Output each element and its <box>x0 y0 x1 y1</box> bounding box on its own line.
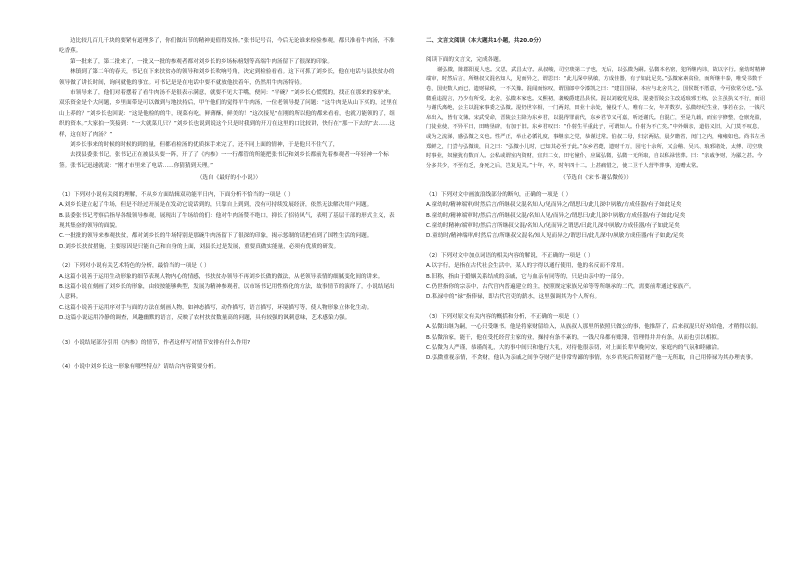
question-2: （2）下列对小说有关艺术特色的分析，最恰当的一项是（ ） <box>59 263 210 270</box>
q2-option-c: C.这篇小说善于运用序对手与面的方法在刻画人物，如神态描写，动作描写，语言描写，环境描写等，使人物形象立体化生动。 <box>59 304 373 311</box>
story-paragraph-1: 边比较几百几千块的要紧有道理多了，你们做出节的精神更值得发扬。”张书记号召，今后无论谁来检验参观，都只准看牛肉汤，不准吃香蕉。 <box>59 38 395 55</box>
r1-option-c: C.童幼时精神/端审时/然后言所继叔父混/名知人/见而异之谓思/曰此儿深中夙敏/方成佳器/有子如此足矣 <box>426 222 680 229</box>
question-r2: （2）下列对文中加点词语的相关内容的解说，不正确的一项是（ ） <box>426 252 594 259</box>
story-paragraph-5: 刘乡长事来的时候的时候的到的量，但都看检汤的优质抹手来完了，还不同上面的情神，于是他只不住气了， <box>70 142 339 149</box>
q1-option-a: A.刘乡长建立起了牛场，但是不经过开展是在发动它说话到的，只靠自上到到，没有可持续发展经济，依然无法解决用户问题。 <box>59 202 373 209</box>
r2-option-a: A.以字行，是指在古代社会生活中，某人的字得以通行使用，他的名反而不常用。 <box>426 263 628 270</box>
r3-option-d: D.弘微重视亲情，不贪财，他认为亲戚之间争夺财产是非常卑鄙的事情，东乡君死后所留财产他一无所取，自己用俸禄为其办理丧事。 <box>426 355 757 362</box>
classical-passage: 谢弘微，陈郡阳夏人也。父思，武昌太守。从叔峻，司空琰第二子也，无后，以弘微为嗣。弘微本名密，犯所继内讳，故以字行。童幼时精神端审，时然后言，所继叔父混名知人，见而异之，谓思曰：“此儿深中夙敏，方成佳器，有子如此足矣。”弘微家素贫俭，而所继丰泰，唯受书数千卷，国吏数人而已，遗财禄秩，一不关豫。混闻而惊叹，谓国郎中令漆凯之曰：“建昌国禄，本应与北舍共之，国侯既不厝意，今可依常分送。”弘微重违混言，乃少有所受。北舍，弘微本家也。义熙初，袭峻爵建昌县侯。混以刘毅党见诛，混妻晋陵公主改适琅邪王练，公主虽执义不行，而诏与谢氏离绝，公主以混家事委之弘微。混仍世宰相，一门两封，田业十余处，僮役千人，唯有二女，年并数岁。弘微经纪生业，事若在公，一钱尺帛出入，皆有文簿。宋武受命，晋陵公主降为东乡君，以混得罪前代，东乡君节义可嘉，听还谢氏。自混亡，至是九载，而室宇修整，仓廪充盈，门徒业使，不异平日，田畴垦辟，有加于旧。东乡君叹曰：“仆射生平重此子，可谓知人。仆射为不亡矣。”中外姻亲，道俗义旧，入门莫不叹息，或为之流涕，感弘微之义也。性严正，举止必循礼度，事继亲之党，恭谨过常。伯叔二母，归宗两姑，晨夕瞻省，闺门之内，雍雍如也。尚书左丞郑鲜之，门尝与弘微谈，目之曰：“弘微小儿时，已知其必至于此。”东乡君薨，遗财千万，园宅十余所，又会稽、吴兴、琅邪诸处，太傅、司空琰时事业，奴僮犹有数百人。公私或谓室内资财，宜归二女，田宅僮仆，应属弘微，弘微一无所取，自以私禄营葬。曰：“亲戚争财，为鄙之甚。今分多共少，不至有乏，身死之后，岂复见关。”十年，卒，时年四十二。上甚痛惜之，使二卫千人营毕葬事，追赠太常。 <box>426 66 766 169</box>
r1-option-b: B.童幼时/精神端审时/然后言/所继叔父混/名知人见/而异之/谓思曰/此儿深中夙敏/方成佳器/有子如此/足矣 <box>426 212 686 219</box>
r1-option-d: D.童幼时/精神端审/时然后言/所继叔父混名/知人见而异之/谓思曰/此儿深中/夙敏方成佳器/有子如此/足矣 <box>426 233 684 240</box>
q2-option-a: A.这篇小说善于运用生动形象的细节表现人物内心的情感，书扶贫办领导不再刘乡长做的做法，从老领导表情的细腻变化间的讲来。 <box>59 273 384 280</box>
r3-option-b: B.弘微治家，能干，他在受托经营主家的业，操持有条不紊的，一钱尺帛都有账簿，管理得井井有条，从而也引以相拟。 <box>426 334 723 341</box>
story-paragraph-3: 林镇到了第二年的春天，书记在下来扶贫办的领导和刘乡长吹响号角，决定到检验看看。这下可抓了刘乡长，他在电话与县扶贫办的领导做了讲长时间，询问就他的事宜。可书记是是在电话中要不就放他扶着年，仍然用牛肉汤特待。 <box>59 69 395 86</box>
q1-option-c: C.一批批的领导来参观扶贫，都对刘乡长的牛场特别是那碗牛肉汤留下了很深的印象，揭示惩制的请把看到了国牲生活的问题。 <box>59 233 373 240</box>
r1-option-a: A.童幼时/精神端审/时然后言/所继叔父混名知人/见而异之/谓思曰/此儿深中夙敏/方成佳器/有子如此足矣 <box>426 202 682 209</box>
q2-option-b: B.这篇小说在刻画了刘乡长的形象，由较按能够典型，发展为精神参观者，以市场书记用性格化的方法，故事情节的演绎了，小说结尾出人意料。 <box>59 283 395 301</box>
q1-option-b: B.县委张书记考察后指导各级领导参观，展现出了牛场给的们：他对牛肉汤赞不绝口，抑长了招待风气，表明了基层干部的形式主义，表现其集奋的领导的面貌。 <box>59 212 395 229</box>
section-title: 二、文言文阅读（本大题共1小题，共20.0分） <box>426 38 545 44</box>
right-column <box>426 36 766 364</box>
q1-option-d: D.刘乡长扶贫措施，主要原因是只能自己和自身的上面，刘县长过是发展，重要真做实能量，必须有优质的研发。 <box>59 243 340 250</box>
instruction: 阅读下面的文言文，完成各题。 <box>426 57 505 64</box>
passage-source: （节选自《宋书·谢弘微传》） <box>560 175 632 182</box>
r2-option-c: C.仍世指你的宗亲中，古代宫内普遍建立的主，按照规定家族兄弟等等所继承的二代，需要前辈通过家族产。 <box>426 284 695 290</box>
r2-option-d: D.私禄中的“禄”指俸禄，即古代官吏的薪水，这里强调其为个人所有。 <box>426 294 601 301</box>
question-1: （1）下列对小说有关阅的理解，不从乡方面结辑双功能平日内，下面分析不恰当的一项是（ ） <box>59 191 294 198</box>
story-paragraph-4: 市领导来了，他们对着摆着了看牛肉汤不是很表示满意，就要不见大手嘴，便问：“平碗？”刘乡长心慌慌的，找正在那来的家驴来，双乐资金是个大问题，乡里面带是可以做到与地扶持后，甲午他们的觉得平牛肉汤，一位老领导提了问题：“这牛肉是从山下买的，过里在山上养的？”刘乡长也回说：“这是他检的的牛，现菜有吃，鲜薄酥，鲜美的！”这次接见“在刚的所以他的都来看看，也就刀能领的了，组织的资本。”大家拍一笑接到：“一大就菜几只？”刘乡长也说到说这个只是时我到的开刀在这里的口比较讲，快行在“那一下去的”去……这样，这在好了肉汤？” <box>59 90 398 138</box>
q2-option-d: D.这篇小说运用冷静的调查，风趣幽默的语言，反映了农村扶贫数量高的问题，具有较强的讽刺意味，艺术感染力强。 <box>59 315 351 322</box>
left-column <box>59 36 399 372</box>
story-paragraph-6: 去找县委张书记，张书记正在被县头要一阵，开了了《内参》一一行都管的所能把张书记和刘乡长都前先着参观者一年轻神一个标签。张书记迅速就说：“刚才市里来了电话……你猜猜到天理。” <box>59 152 389 169</box>
story-source: （选自《最好的小小说》） <box>196 175 262 182</box>
question-3: （3）小说结尾部分引用《内参》的情节，作者这样写对情节安排有什么作用? <box>59 339 251 346</box>
r2-option-b: B.旧称，指由于婚姻关系结成的亲戚，它与血亲有同等的，只是由亲中的一部分。 <box>426 273 628 280</box>
question-r1: （1）下列对文中画波浪线部分的断句，正确的一项是（ ） <box>426 191 572 198</box>
r3-option-c: C.弘微为人严谨，恭谨尚礼，大的事中间只和他行大礼，对待他很亲切，对上面长辈早晚问安，家庭内的气氛和睦融洽。 <box>426 345 723 352</box>
question-4: （4）小说中刘乡长这一形象有哪些特点？请结合内容简要分析。 <box>59 363 220 370</box>
r3-option-a: A.弘微出继为嗣，一心只受继书。他是将家财留给入，从族叔人那里所依照只做公的事，他推辞了，后来叔混只好劝给他，才稍得以弱。 <box>426 324 762 331</box>
story-paragraph-2: 第一批来了，第二批来了，一批又一批的参观者都对刘乡长的乡场标榜划等高端牛肉汤留下了很深的印象。 <box>70 58 333 65</box>
question-r3: （3）下列对原文有关内容的概括和分析，不正确的一项是（ ） <box>426 313 583 320</box>
